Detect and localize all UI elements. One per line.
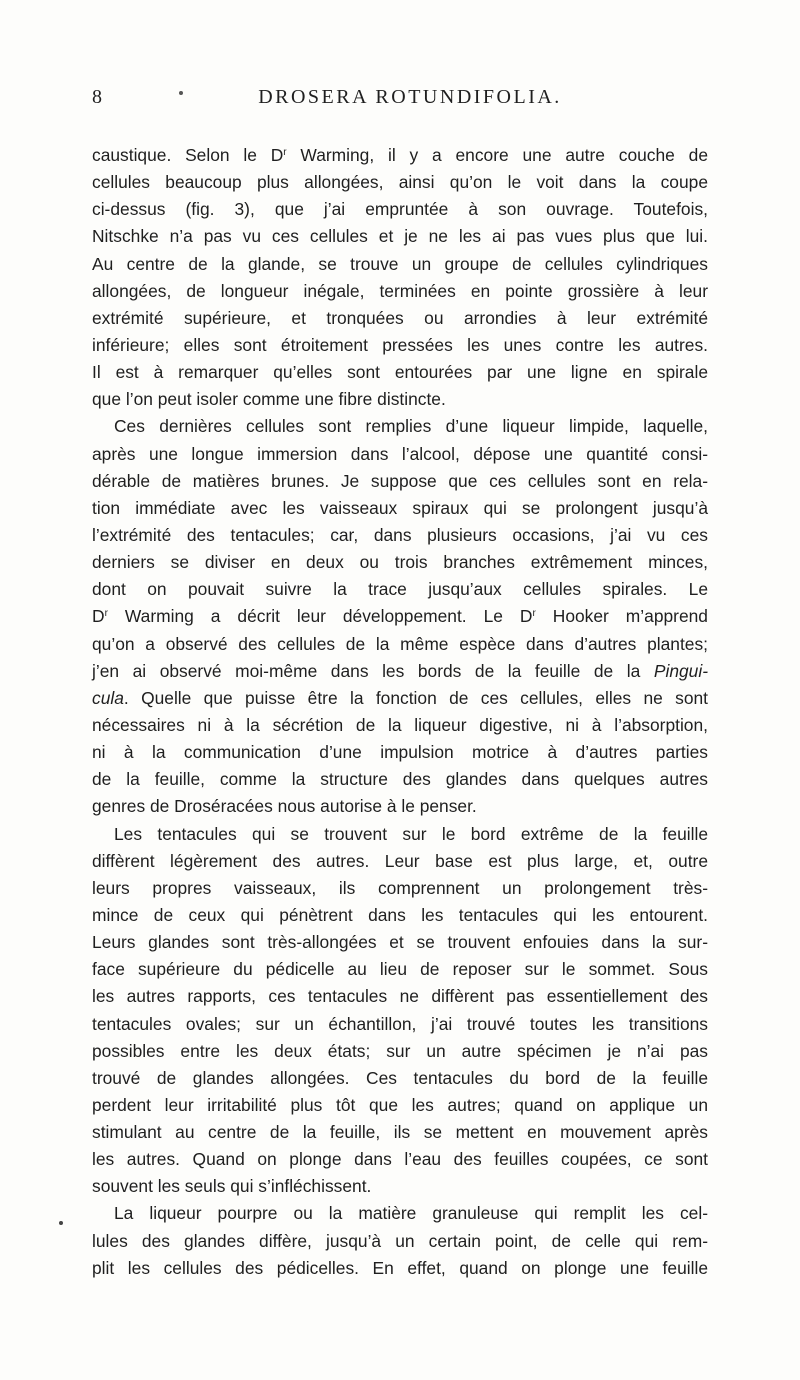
text-line: perdent leur irritabilité plus tôt que les autres; quand on applique un bbox=[92, 1094, 708, 1115]
text-line: plit les cellules des pédicelles. En effet, quand on plonge une feuille bbox=[92, 1257, 708, 1278]
text-line: diffèrent légèrement des autres. Leur base est plus large, et, outre bbox=[92, 850, 708, 871]
text-line: Au centre de la glande, se trouve un groupe de cellules cylindriques bbox=[92, 253, 708, 274]
page-header bbox=[0, 86, 800, 116]
text-line: l’extrémité des tentacules; car, dans plusieurs occasions, j’ai vu ces bbox=[92, 524, 708, 545]
text-line: Ces dernières cellules sont remplies d’une liqueur limpide, laquelle, bbox=[114, 416, 708, 437]
text-line: Nitschke n’a pas vu ces cellules et je ne les ai pas vues plus que lui. bbox=[92, 226, 708, 247]
text-line: cellules beaucoup plus allongées, ainsi qu’on le voit dans la coupe bbox=[92, 172, 708, 193]
text-line: Les tentacules qui se trouvent sur le bord extrême de la feuille bbox=[114, 823, 708, 844]
text-line: après une longue immersion dans l’alcool, dépose une quantité consi- bbox=[92, 443, 708, 464]
text-line: que l’on peut isoler comme une fibre distincte. bbox=[92, 389, 446, 410]
text-line: souvent les seuls qui s’infléchissent. bbox=[92, 1176, 372, 1197]
text-line: dérable de matières brunes. Je suppose que ces cellules sont en rela- bbox=[92, 470, 708, 491]
text-line: stimulant au centre de la feuille, ils se mettent en mouvement après bbox=[92, 1122, 708, 1143]
text-line: nécessaires ni à la sécrétion de la liqueur digestive, ni à l’absorption, bbox=[92, 714, 708, 735]
text-line: les autres. Quand on plonge dans l’eau des feuilles coupées, ce sont bbox=[92, 1149, 708, 1170]
text-line: Leurs glandes sont très-allongées et se trouvent enfouies dans la sur- bbox=[92, 932, 708, 953]
text-line: possibles entre les deux états; sur un autre spécimen je n’ai pas bbox=[92, 1040, 708, 1061]
text-line: allongées, de longueur inégale, terminées en pointe grossière à leur bbox=[92, 280, 708, 301]
text-line: extrémité supérieure, et tronquées ou arrondies à leur extrémité bbox=[92, 307, 708, 328]
text-line: ci-dessus (fig. 3), que j’ai empruntée à son ouvrage. Toutefois, bbox=[92, 199, 708, 220]
text-line: genres de Droséracées nous autorise à le penser. bbox=[92, 796, 477, 817]
text-line: Il est à remarquer qu’elles sont entourées par une ligne en spirale bbox=[92, 362, 708, 383]
text-line: inférieure; elles sont étroitement pressées les unes contre les autres. bbox=[92, 334, 708, 355]
text-line: les autres rapports, ces tentacules ne diffèrent pas essentiellement des bbox=[92, 986, 708, 1007]
text-line: mince de ceux qui pénètrent dans les tentacules qui les entourent. bbox=[92, 904, 708, 925]
text-line: lules des glandes diffère, jusqu’à un certain point, de celle qui rem- bbox=[92, 1230, 708, 1251]
text-line: $D^r$ Warming a décrit leur développement. Le $D^r$ Hooker m’apprend bbox=[92, 606, 708, 627]
text-line: trouvé de glandes allongées. Ces tentacules du bord de la feuille bbox=[92, 1067, 708, 1088]
text-line: face supérieure du pédicelle au lieu de reposer sur le sommet. Sous bbox=[92, 959, 708, 980]
text-line: de la feuille, comme la structure des glandes dans quelques autres bbox=[92, 769, 708, 790]
page-number: 8 bbox=[92, 86, 103, 108]
text-line: qu’on a observé des cellules de la même espèce dans d’autres plantes; bbox=[92, 633, 708, 654]
text-line: tion immédiate avec les vaisseaux spiraux qui se prolongent jusqu’à bbox=[92, 497, 708, 518]
text-line: derniers se diviser en deux ou trois branches extrêmement minces, bbox=[92, 552, 708, 573]
text-line: La liqueur pourpre ou la matière granuleuse qui remplit les cel- bbox=[114, 1203, 708, 1224]
text-line: ni à la communication d’une impulsion motrice à d’autres parties bbox=[92, 742, 708, 763]
text-line: cula. Quelle que puisse être la fonction de ces cellules, elles ne sont bbox=[92, 687, 708, 708]
running-title: DROSERA ROTUNDIFOLIA. bbox=[258, 86, 562, 108]
text-line: tentacules ovales; sur un échantillon, j’ai trouvé toutes les transitions bbox=[92, 1013, 708, 1034]
text-line: j’en ai observé moi-même dans les bords de la feuille de la Pingui- bbox=[92, 660, 708, 681]
text-line: dont on pouvait suivre la trace jusqu’aux cellules spirales. Le bbox=[92, 579, 708, 600]
body-text bbox=[92, 142, 708, 1282]
print-speck bbox=[59, 1221, 63, 1225]
text-line: caustique. Selon le $D^r$ Warming, il y a encore une autre couche de bbox=[92, 145, 708, 165]
text-line: leurs propres vaisseaux, ils comprennent un prolongement très- bbox=[92, 877, 708, 898]
